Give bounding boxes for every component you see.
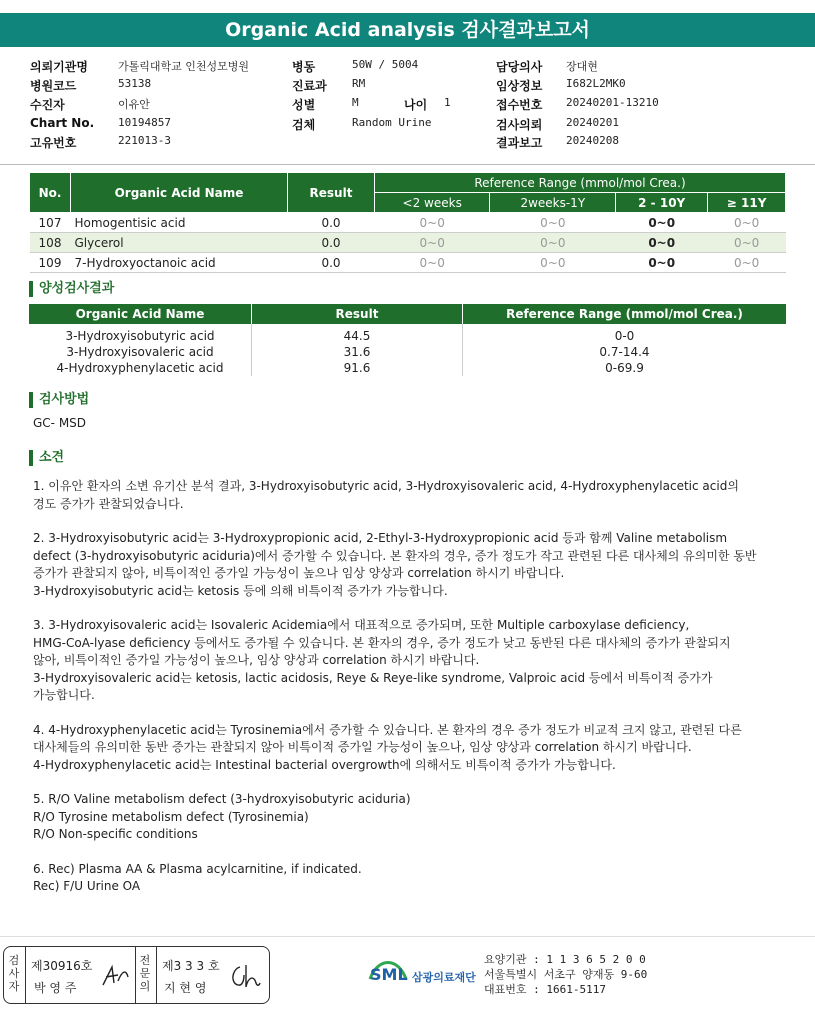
finding-paragraph xyxy=(33,478,763,513)
info-row xyxy=(30,134,330,151)
col-header-name: Organic Acid Name xyxy=(71,173,288,213)
org-name: 삼광의료재단 xyxy=(412,971,476,984)
finding-line: 3-Hydroxyisovaleric acid는 ketosis, lactic acidosis, Reye & Reye-like syndrome, Valproic acid 등에서 비특이적 증가가 xyxy=(33,670,713,685)
examiner-signature-icon xyxy=(100,963,132,989)
info-label: 성별 xyxy=(292,98,316,112)
finding-paragraph xyxy=(33,617,763,705)
specialist-name: 지 현 영 xyxy=(164,981,207,995)
info-row xyxy=(30,116,330,130)
info-label: 검사의뢰 xyxy=(496,118,543,132)
info-value: 장대현 xyxy=(566,60,598,73)
row-name: 3-Hydroxyisovaleric acid xyxy=(66,345,214,359)
info-label: 접수번호 xyxy=(496,98,543,112)
subheader-age: <2 weeks xyxy=(375,193,490,213)
finding-paragraph xyxy=(33,722,763,775)
info-value: Random Urine xyxy=(352,116,432,129)
row-ref: 0~0 xyxy=(616,253,708,273)
footer-divider xyxy=(0,936,815,937)
organic-acid-table xyxy=(29,172,786,273)
row-ref: 0~0 xyxy=(616,213,708,233)
table-row xyxy=(29,324,786,344)
info-row xyxy=(292,58,492,75)
finding-paragraph xyxy=(33,861,763,896)
row-result: 44.5 xyxy=(252,324,463,344)
info-label: 의뢰기관명 xyxy=(30,60,88,74)
row-ref: 0~0 xyxy=(375,253,490,273)
method-heading: 검사방법 xyxy=(29,392,89,408)
finding-line: 3-Hydroxyisobutyric acid는 ketosis 등에 의해 비특이적 증가가 가능합니다. xyxy=(33,583,448,598)
info-row xyxy=(496,96,796,113)
findings-body xyxy=(33,478,763,913)
subheader-age: 2weeks-1Y xyxy=(490,193,616,213)
row-no: 107 xyxy=(30,213,71,233)
finding-line: 4-Hydroxyphenylacetic acid는 Intestinal bacterial overgrowth에 의해서도 비특이적 증가가 가능합니다. xyxy=(33,757,616,772)
label-divider xyxy=(135,947,136,1003)
row-ref: 0~0 xyxy=(490,213,616,233)
table-row xyxy=(30,213,786,233)
row-ref: 0.7-14.4 xyxy=(463,344,787,360)
finding-line: 가능합니다. xyxy=(33,688,95,702)
specialist-label: 전문의 xyxy=(139,954,151,993)
info-row xyxy=(496,58,796,75)
row-ref: 0-69.9 xyxy=(463,360,787,376)
finding-line: 1. 이유안 환자의 소변 유기산 분석 결과, 3-Hydroxyisobutyric acid, 3-Hydroxyisovaleric acid, 4-Hydroxyphenylacetic acid의 xyxy=(33,479,739,493)
finding-line: defect (3-hydroxyisobutyric aciduria)에서 증가할 수 있습니다. 본 환자의 경우, 증가 정도가 작고 관련된 다른 대사체의 유의미한 동반 xyxy=(33,548,757,563)
info-value: 50W / 5004 xyxy=(352,58,419,71)
row-no: 109 xyxy=(30,253,71,273)
org-phone: 대표번호 : 1661-5117 xyxy=(484,983,606,996)
info-value: 20240201 xyxy=(566,116,619,129)
row-ref: 0~0 xyxy=(375,213,490,233)
finding-line: 대사체들의 유의미한 동반 증가는 관찰되지 않아 비특이적 증가일 가능성이 높으나, 임상 양상과 correlation 하시기 바랍니다. xyxy=(33,740,692,754)
row-name: Homogentisic acid xyxy=(71,213,288,233)
info-value: 가톨릭대학교 인천성모병원 xyxy=(118,60,250,73)
info-row xyxy=(496,134,796,151)
row-result: 31.6 xyxy=(252,344,463,360)
signature-box xyxy=(3,946,270,1004)
examiner-label: 검사자 xyxy=(8,954,20,993)
info-value: 20240201-13210 xyxy=(566,96,659,109)
col-header-result: Result xyxy=(288,173,375,213)
logo-text: SML xyxy=(370,965,408,984)
finding-line: HMG-CoA-lyase deficiency 등에서도 증가될 수 있습니다. 본 환자의 경우, 증가 정도가 낮고 동반된 다른 대사체의 증가가 관찰되지 xyxy=(33,635,731,650)
finding-line: 4. 4-Hydroxyphenylacetic acid는 Tyrosinemia에서 증가할 수 있습니다. 본 환자의 경우 증가 정도가 비교적 크지 않고, 관련된 다른 xyxy=(33,722,742,737)
col-header-ref: Reference Range (mmol/mol Crea.) xyxy=(375,173,786,193)
findings-heading: 소견 xyxy=(29,450,64,466)
specialist-number: 제3 3 3 호 xyxy=(162,959,220,973)
info-row xyxy=(292,96,492,113)
examiner-number: 제30916호 xyxy=(31,959,93,973)
finding-line: 5. R/O Valine metabolism defect (3-hydroxyisobutyric aciduria) xyxy=(33,792,411,806)
label-divider xyxy=(156,947,157,1003)
row-name: Glycerol xyxy=(71,233,288,253)
finding-line: 2. 3-Hydroxyisobutyric acid는 3-Hydroxypropionic acid, 2-Ethyl-3-Hydroxypropionic acid 등과 함께 Valine metabolism xyxy=(33,531,728,545)
finding-line: 증가가 관찰되지 않아, 비특이적인 증가일 가능성이 높으나 임상 양상과 correlation 하시기 바랍니다. xyxy=(33,566,565,580)
age-value: 1 xyxy=(444,96,451,109)
org-code: 요양기관 : 1 1 3 6 5 2 0 0 xyxy=(484,953,646,966)
table-row xyxy=(30,233,786,253)
info-row xyxy=(496,77,796,94)
info-value: 53138 xyxy=(118,77,152,90)
row-name: 3-Hydroxyisobutyric acid xyxy=(65,329,215,343)
row-ref: 0~0 xyxy=(616,233,708,253)
info-row xyxy=(30,96,330,113)
col-header-result: Result xyxy=(252,304,463,324)
info-label: 결과보고 xyxy=(496,136,543,150)
finding-line: R/O Tyrosine metabolism defect (Tyrosinemia) xyxy=(33,809,309,824)
col-header-name: Organic Acid Name xyxy=(29,304,252,324)
info-label: 병동 xyxy=(292,60,316,74)
row-ref: 0~0 xyxy=(375,233,490,253)
subheader-age: 2 - 10Y xyxy=(616,193,708,213)
info-value: I682L2MK0 xyxy=(566,77,626,90)
row-ref: 0~0 xyxy=(708,253,786,273)
table-row xyxy=(29,360,786,376)
info-label: 검체 xyxy=(292,118,316,132)
info-label: 고유번호 xyxy=(30,136,77,150)
finding-line: Rec) F/U Urine OA xyxy=(33,879,141,893)
info-value: 10194857 xyxy=(118,116,171,129)
table-row xyxy=(29,344,786,360)
info-row xyxy=(496,116,796,133)
row-result: 0.0 xyxy=(288,233,375,253)
info-label: 수진자 xyxy=(30,98,65,112)
positive-results-table xyxy=(29,304,786,376)
info-row xyxy=(30,77,330,94)
row-name: 4-Hydroxyphenylacetic acid xyxy=(56,361,224,375)
row-name: 7-Hydroxyoctanoic acid xyxy=(71,253,288,273)
info-label: Chart No. xyxy=(30,116,95,130)
row-result: 0.0 xyxy=(288,213,375,233)
age-label: 나이 xyxy=(404,98,428,112)
info-value: M xyxy=(352,96,359,109)
examiner-name: 박 영 주 xyxy=(34,981,77,995)
info-label: 병원코드 xyxy=(30,79,77,93)
label-divider xyxy=(25,947,26,1003)
info-label: 담당의사 xyxy=(496,60,543,74)
finding-line: R/O Non-specific conditions xyxy=(33,827,198,841)
row-ref: 0~0 xyxy=(708,213,786,233)
finding-line: 3. 3-Hydroxyisovaleric acid는 Isovaleric Acidemia에서 대표적으로 증가되며, 또한 Multiple carboxylase deficiency, xyxy=(33,618,690,632)
method-value: GC- MSD xyxy=(33,416,87,430)
info-label: 임상정보 xyxy=(496,79,543,93)
row-ref: 0~0 xyxy=(490,253,616,273)
row-result: 0.0 xyxy=(288,253,375,273)
info-label: 진료과 xyxy=(292,79,327,93)
row-no: 108 xyxy=(30,233,71,253)
info-value: 20240208 xyxy=(566,134,619,147)
specialist-signature-icon xyxy=(226,961,262,991)
col-header-ref: Reference Range (mmol/mol Crea.) xyxy=(463,304,787,324)
row-ref: 0-0 xyxy=(463,324,787,344)
header-divider xyxy=(0,164,815,165)
finding-line: 6. Rec) Plasma AA & Plasma acylcarnitine, if indicated. xyxy=(33,861,362,876)
info-row xyxy=(292,116,492,133)
org-info xyxy=(484,952,647,997)
info-value: 이유안 xyxy=(118,98,150,111)
org-address: 서울특별시 서초구 양재동 9-60 xyxy=(484,968,648,981)
finding-line: 않아, 비특이적인 증가일 가능성이 높으나, 임상 양상과 correlation 하시기 바랍니다. xyxy=(33,653,480,667)
row-ref: 0~0 xyxy=(490,233,616,253)
row-result: 91.6 xyxy=(252,360,463,376)
info-row xyxy=(292,77,492,94)
col-header-no: No. xyxy=(30,173,71,213)
table-row xyxy=(30,253,786,273)
row-ref: 0~0 xyxy=(708,233,786,253)
positive-results-heading: 양성검사결과 xyxy=(29,281,114,297)
finding-line: 경도 증가가 관찰되었습니다. xyxy=(33,496,184,511)
subheader-age: ≥ 11Y xyxy=(708,193,786,213)
info-row xyxy=(30,58,330,75)
report-title: Organic Acid analysis 검사결과보고서 xyxy=(0,13,815,47)
info-value: 221013-3 xyxy=(118,134,171,147)
finding-paragraph xyxy=(33,791,763,844)
info-value: RM xyxy=(352,77,366,90)
finding-paragraph xyxy=(33,530,763,600)
